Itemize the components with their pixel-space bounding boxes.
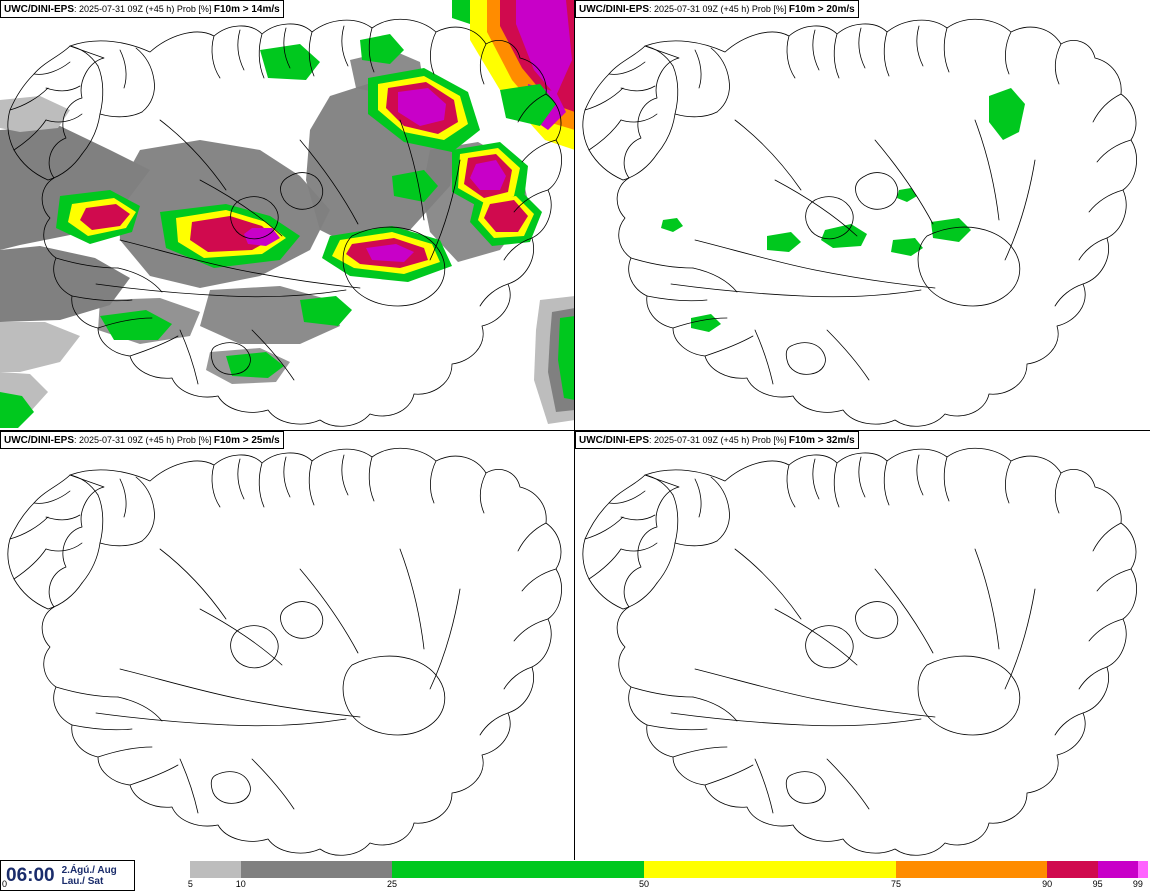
run-meta: : 2025-07-31 09Z (+45 h) Prob [%] (74, 4, 214, 14)
colorbar-tick-label: 90 (1042, 879, 1053, 889)
colorbar-segment (190, 861, 240, 878)
colorbar-tick-label: 25 (386, 879, 398, 889)
panel-prob-32ms[interactable] (575, 431, 1150, 860)
panel-header-14ms (0, 0, 284, 18)
run-meta: : 2025-07-31 09Z (+45 h) Prob [%] (649, 435, 789, 445)
map-iceland-25ms (0, 431, 575, 860)
run-meta: : 2025-07-31 09Z (+45 h) Prob [%] (649, 4, 789, 14)
colorbar-zero-label: 0 (2, 879, 8, 889)
map-svg-14ms (0, 0, 575, 431)
valid-time: 06:00 (6, 864, 55, 886)
colorbar-tick-label: 95 (1092, 879, 1103, 889)
threshold-label: F10m > 14m/s (213, 4, 280, 15)
colorbar-segment (140, 861, 190, 878)
model-label: UWC/DINI-EPS (579, 435, 649, 446)
valid-date-line2: Lau./ Sat (61, 875, 104, 887)
colorbar-segment (1047, 861, 1097, 878)
colorbar-segment (1098, 861, 1138, 878)
threshold-label: F10m > 20m/s (788, 4, 855, 15)
valid-date (55, 865, 117, 887)
footer-bar (0, 860, 1150, 891)
map-iceland-32ms (575, 431, 1150, 860)
colorbar-ticks (140, 879, 1148, 891)
panel-prob-25ms[interactable] (0, 431, 575, 860)
colorbar-tick-label: 99 (1132, 879, 1143, 889)
map-svg-20ms (575, 0, 1150, 431)
colorbar-tick-label: 75 (890, 879, 902, 889)
map-svg-32ms (575, 431, 1150, 860)
map-iceland-14ms (0, 0, 575, 431)
valid-date-line1: 2.Ágú./ Aug (61, 864, 117, 876)
model-label: UWC/DINI-EPS (4, 435, 74, 446)
threshold-label: F10m > 25m/s (213, 435, 280, 446)
colorbar-segment (644, 861, 896, 878)
colorbar-segment (896, 861, 1047, 878)
colorbar-tick-label: 50 (638, 879, 650, 889)
map-iceland-20ms (575, 0, 1150, 431)
colorbar-gradient (140, 861, 1148, 878)
colorbar-tick-label: 5 (187, 879, 193, 889)
panel-header-20ms (575, 0, 859, 18)
panel-header-25ms (0, 431, 284, 449)
threshold-label: F10m > 32m/s (788, 435, 855, 446)
colorbar-segment (1138, 861, 1148, 878)
valid-time-box[interactable] (0, 860, 135, 891)
colorbar-segment (392, 861, 644, 878)
panel-prob-20ms[interactable] (575, 0, 1150, 431)
model-label: UWC/DINI-EPS (579, 4, 649, 15)
map-svg-25ms (0, 431, 575, 860)
colorbar-segment (241, 861, 392, 878)
colorbar-tick-label: 10 (235, 879, 246, 889)
panel-prob-14ms[interactable] (0, 0, 575, 431)
run-meta: : 2025-07-31 09Z (+45 h) Prob [%] (74, 435, 214, 445)
panel-header-32ms (575, 431, 859, 449)
model-label: UWC/DINI-EPS (4, 4, 74, 15)
